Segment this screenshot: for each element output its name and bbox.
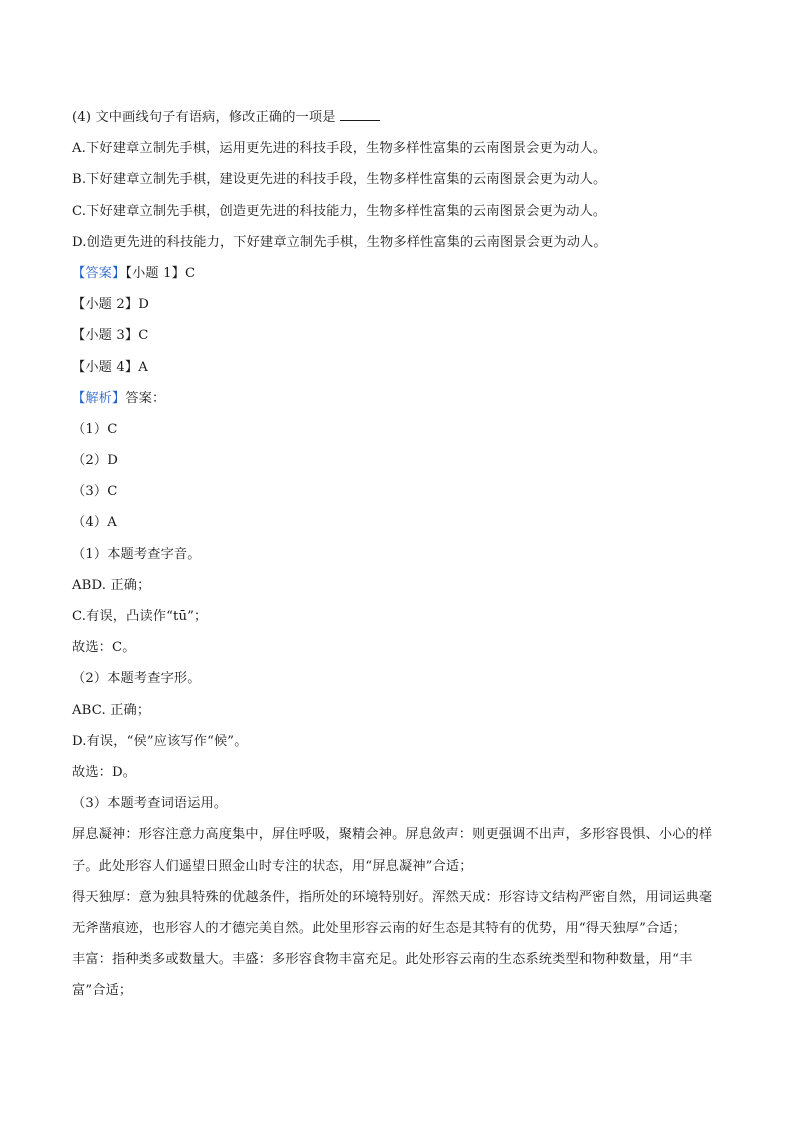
analysis-line-2: ABD. 正确；	[72, 577, 151, 593]
analysis-answer-4: （4）A	[72, 515, 117, 531]
option-d: D.创造更先进的科技能力，下好建章立制先手棋，生物多样性富集的云南图景会更为动人。	[72, 234, 607, 250]
option-c: C.下好建章立制先手棋，创造更先进的科技能力，生物多样性富集的云南图景会更为动人。	[72, 203, 607, 219]
analysis-answer-1: （1）C	[72, 421, 118, 437]
answer-tag: 【答案】	[72, 265, 126, 281]
question-prompt: (4) 文中画线句子有语病，修改正确的一项是	[72, 110, 336, 125]
answer-item-4: 【小题 4】A	[72, 359, 148, 375]
analysis-header	[72, 383, 724, 414]
option-a: A.下好建章立制先手棋，运用更先进的科技手段，生物多样性富集的云南图景会更为动人。	[72, 141, 607, 157]
analysis-line-9: （3）本题考查词语运用。	[72, 796, 228, 812]
page-content	[72, 102, 724, 1007]
answer-line-1	[72, 258, 724, 289]
answer-item-2: 【小题 2】D	[72, 297, 149, 313]
analysis-tag: 【解析】	[72, 390, 126, 406]
analysis-line-3: C.有误，凸读作“tū”；	[72, 609, 208, 624]
analysis-answer-2: （2）D	[72, 453, 118, 469]
analysis-line-1: （1）本题考查字音。	[72, 546, 201, 562]
analysis-paragraph-1: 屏息凝神：形容注意力高度集中，屏住呼吸，聚精会神。屏息敛声：则更强调不出声，多形容畏惧、小心的样子。此处形容人们遥望日照金山时专注的状态，用“屏息凝神”合适；	[72, 827, 713, 874]
analysis-paragraph-2: 得天独厚：意为独具特殊的优越条件，指所处的环境特别好。浑然天成：形容诗文结构严密自然，用词运典毫无斧凿痕迹，也形容人的才德完美自然。此处里形容云南的好生态是其特有的优势，用“得天独厚”合适；	[72, 889, 713, 936]
analysis-line-4: 故选：C。	[72, 640, 136, 656]
answer-item-3: 【小题 3】C	[72, 328, 149, 344]
analysis-line-8: 故选：D。	[72, 764, 137, 780]
analysis-paragraph-3: 丰富：指种类多或数量大。丰盛：多形容食物丰富充足。此处形容云南的生态系统类型和物种数量，用“丰富”合适；	[72, 952, 693, 999]
analysis-line-5: （2）本题考查字形。	[72, 671, 201, 687]
analysis-answer-3: （3）C	[72, 484, 118, 500]
answer-blank	[340, 106, 380, 121]
analysis-line-7: D.有误，“侯”应该写作“候”。	[72, 733, 248, 749]
analysis-line-6: ABC. 正确；	[72, 702, 151, 718]
answer-item-1: 【小题 1】C	[125, 265, 196, 281]
option-b: B.下好建章立制先手棋，建设更先进的科技手段，生物多样性富集的云南图景会更为动人。	[72, 172, 607, 188]
analysis-intro: 答案：	[125, 390, 166, 406]
question-prompt-line	[72, 102, 724, 133]
